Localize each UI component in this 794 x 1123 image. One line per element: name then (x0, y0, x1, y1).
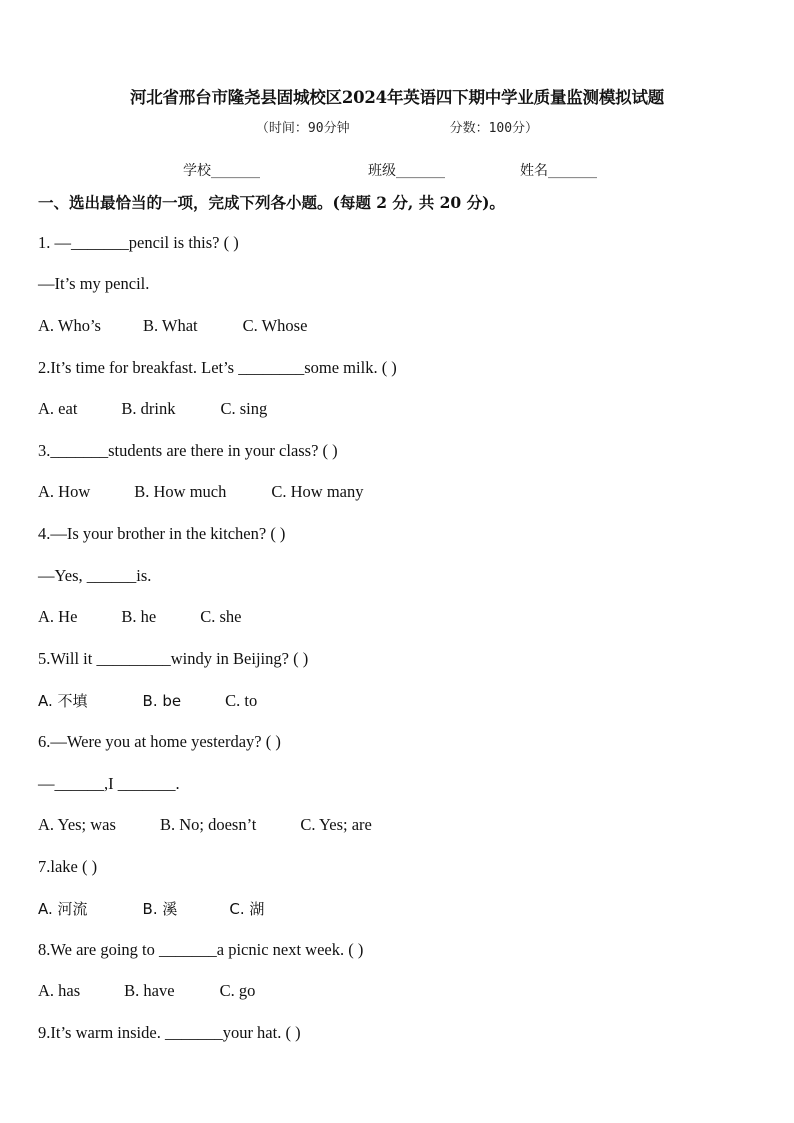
option-c: C. 湖 (229, 900, 265, 918)
question-9-stem: 9.It’s warm inside. _______your hat. ( ) (38, 1023, 301, 1042)
option-a: A. 不填 (38, 692, 88, 710)
question-8-stem: 8.We are going to _______a picnic next week. ( ) (38, 940, 364, 959)
question-3-stem: 3._______students are there in your class? ( ) (38, 441, 338, 460)
option-a: A. has (38, 981, 81, 1000)
question-2-options (38, 399, 267, 419)
option-a: A. 河流 (38, 900, 88, 918)
option-c: C. Yes; are (300, 815, 372, 834)
question-1-stem: 1. —_______pencil is this? ( ) (38, 233, 239, 252)
page-title: 河北省邢台市隆尧县固城校区2024年英语四下期中学业质量监测模拟试题 (129, 88, 665, 107)
option-b: B. What (142, 316, 198, 335)
exam-score: 分数：100分） (449, 121, 539, 136)
school-field: 学校_______ (183, 163, 260, 179)
section-heading: 一、选出最恰当的一项，完成下列各小题。(每题 2 分, 共 20 分)。 (38, 193, 505, 212)
question-1-options (38, 316, 307, 336)
question-7-options (38, 898, 264, 919)
question-8-options (38, 981, 255, 1001)
option-c: C. go (219, 981, 256, 1000)
option-c: C. she (200, 607, 242, 626)
option-a: A. He (38, 607, 78, 626)
option-c: C. Whose (242, 316, 308, 335)
option-c: C. How many (271, 482, 364, 501)
option-b: B. How much (134, 482, 227, 501)
question-5-options (38, 690, 257, 711)
option-c: C. to (225, 691, 258, 710)
exam-time: （时间：90分钟 (255, 121, 350, 136)
option-b: B. be (142, 692, 182, 710)
option-a: A. Yes; was (38, 815, 116, 834)
option-c: C. sing (220, 399, 268, 418)
option-b: B. 溪 (142, 900, 178, 918)
question-1-answer-line: —It’s my pencil. (38, 274, 150, 293)
question-4-options (38, 607, 242, 627)
question-6-options (38, 815, 372, 835)
option-a: A. Who’s (38, 316, 101, 335)
option-b: B. No; doesn’t (159, 815, 257, 834)
question-6-stem: 6.—Were you at home yesterday? ( ) (38, 732, 281, 751)
exam-meta (0, 117, 794, 136)
option-b: B. he (121, 607, 157, 626)
question-7-stem: 7.lake ( ) (38, 857, 98, 876)
class-field: 班级_______ (368, 163, 445, 179)
question-6-answer-line: —______,I _______. (38, 774, 180, 793)
question-4-answer-line: —Yes, ______is. (38, 566, 152, 585)
name-field: 姓名_______ (520, 163, 597, 179)
question-5-stem: 5.Will it _________windy in Beijing? ( ) (38, 649, 309, 668)
question-3-options (38, 482, 364, 502)
option-b: B. have (124, 981, 175, 1000)
question-2-stem: 2.It’s time for breakfast. Let’s ________some milk. ( ) (38, 358, 397, 377)
question-4-stem: 4.—Is your brother in the kitchen? ( ) (38, 524, 286, 543)
option-b: B. drink (121, 399, 176, 418)
option-a: A. How (38, 482, 91, 501)
option-a: A. eat (38, 399, 78, 418)
